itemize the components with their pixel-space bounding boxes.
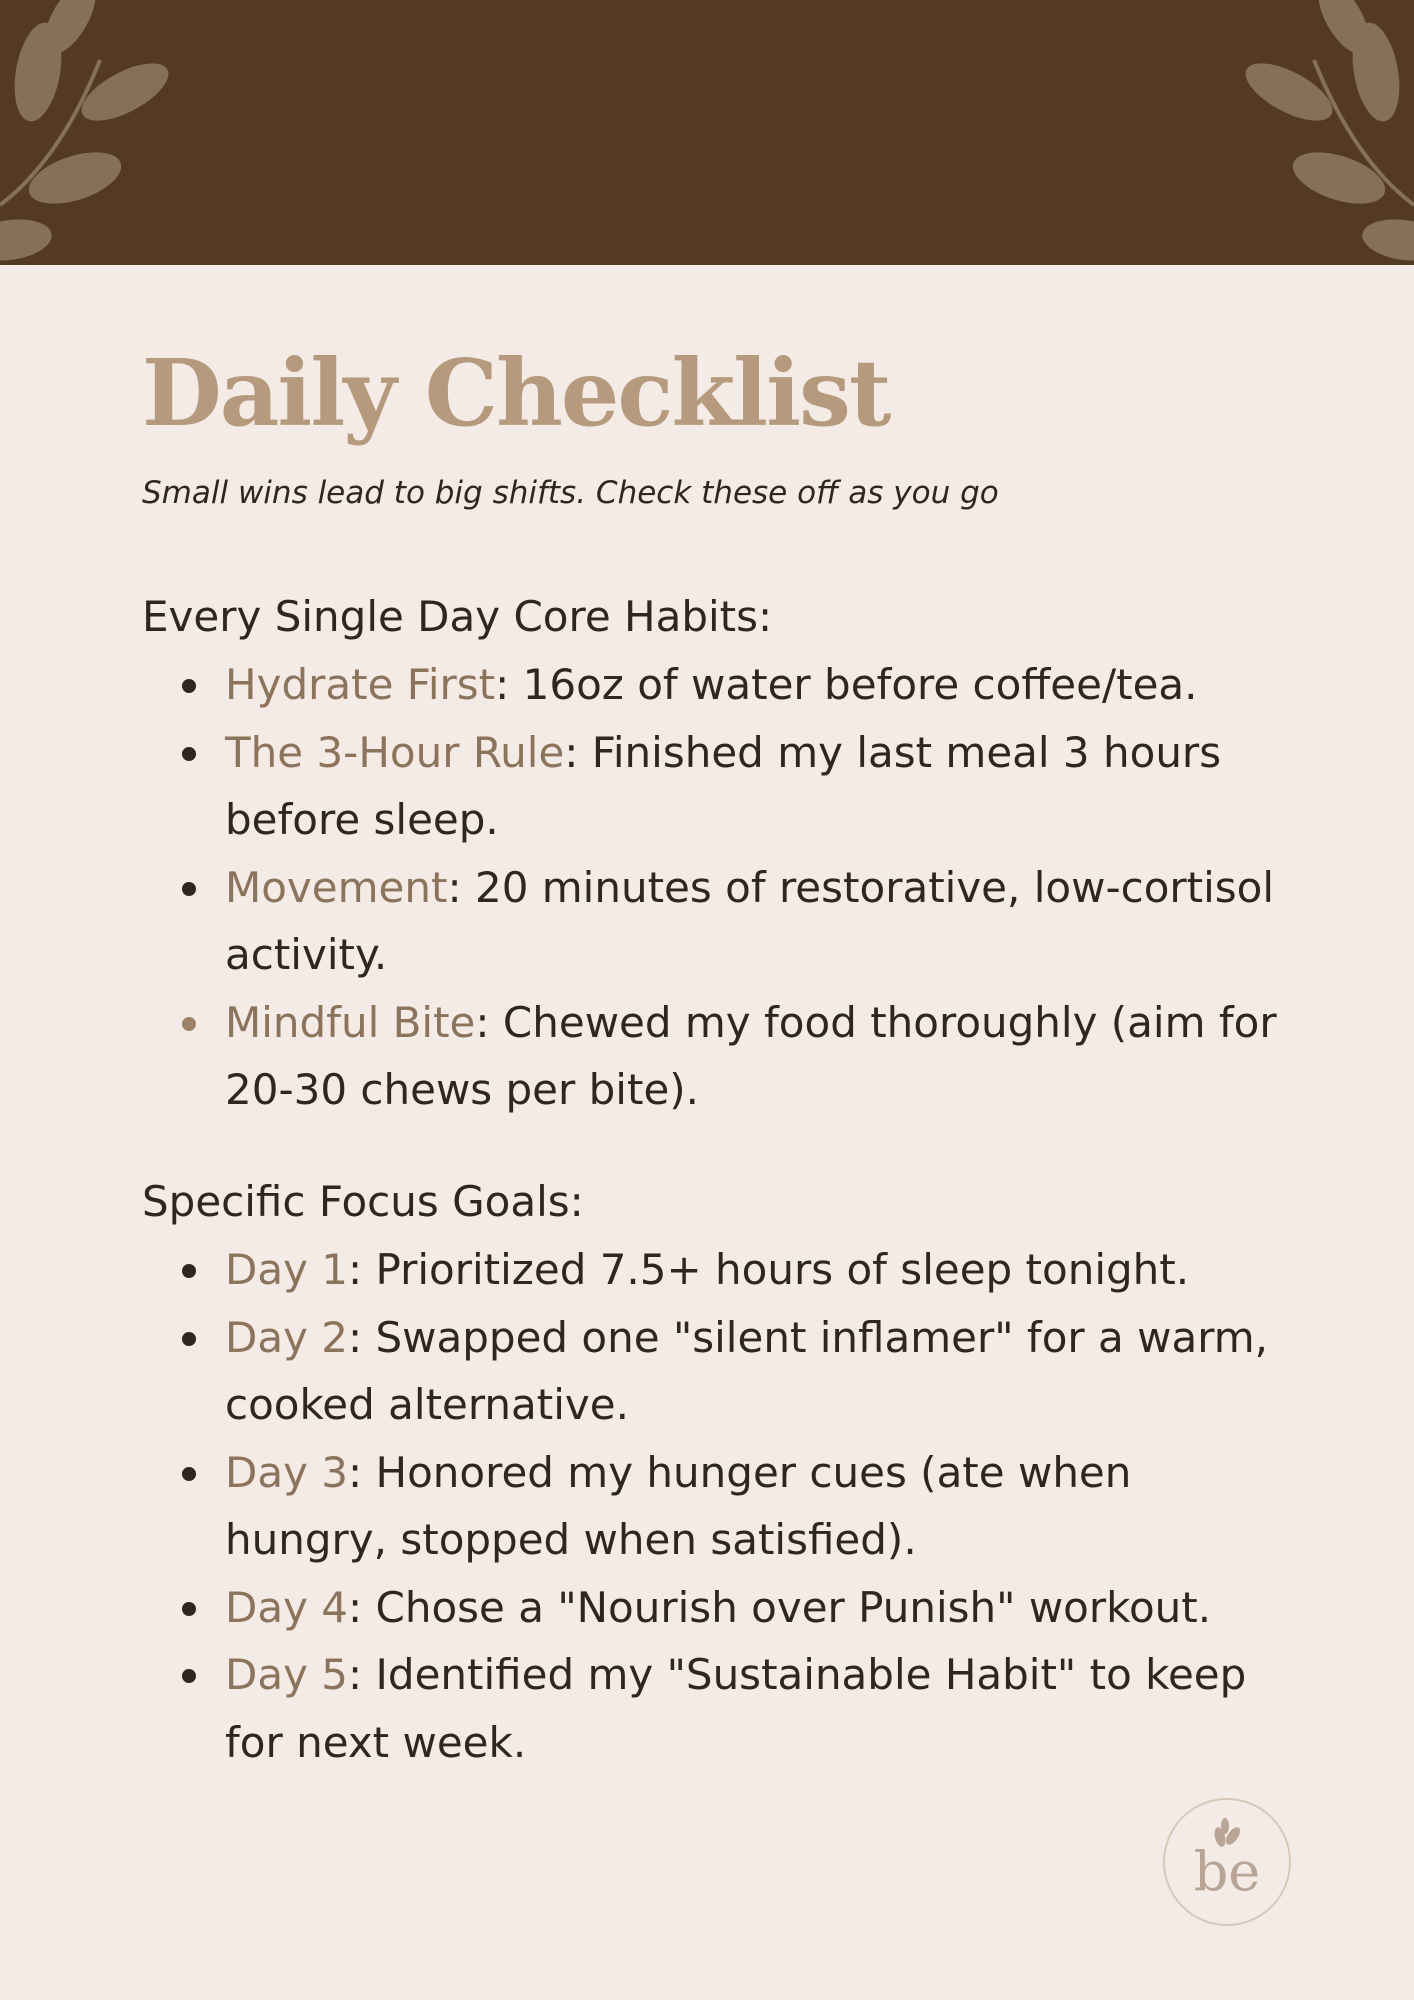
item-text: : Prioritized 7.5+ hours of sleep tonight. — [348, 1245, 1190, 1294]
item-text: : Finished my last meal 3 hours before sleep. — [225, 727, 1222, 844]
item-text: : Chose a "Nourish over Punish" workout. — [348, 1582, 1212, 1632]
page-subtitle: Small wins lead to big shifts. Check these off as you go — [142, 475, 999, 511]
page-title: Daily Checklist — [142, 339, 890, 447]
bullet-icon — [182, 1332, 196, 1346]
header-band — [0, 0, 1414, 265]
item-term: Day 1 — [225, 1245, 349, 1294]
item-text: : Chewed my food thoroughly (aim for 20-30 chews per bite). — [225, 997, 1277, 1114]
item-text: : Identified my "Sustainable Habit" to keep for next week. — [225, 1650, 1247, 1767]
leaf-branch-icon — [1214, 0, 1414, 265]
bullet-icon — [182, 882, 196, 896]
logo-text: be — [1193, 1840, 1261, 1903]
list-item — [142, 719, 1292, 854]
bullet-icon — [182, 1467, 196, 1481]
item-text: : 20 minutes of restorative, low-cortisol activity. — [225, 862, 1275, 979]
list-item — [142, 1574, 1292, 1642]
focus-goals-heading: Specific Focus Goals: — [142, 1177, 584, 1226]
item-text: : Swapped one "silent inflamer" for a warm, cooked alternative. — [225, 1312, 1268, 1429]
list-item — [142, 1439, 1292, 1574]
list-item — [142, 1304, 1292, 1439]
leaf-branch-icon — [0, 0, 200, 265]
item-term: The 3-Hour Rule — [225, 727, 565, 777]
item-term: Day 5 — [225, 1650, 349, 1699]
focus-goals-list — [142, 1236, 1292, 1776]
list-item — [142, 1236, 1292, 1304]
item-text: : 16oz of water before coffee/tea. — [495, 660, 1198, 709]
bullet-icon — [182, 1602, 196, 1616]
list-item — [142, 1641, 1292, 1776]
core-habits-section — [142, 583, 1292, 1124]
core-habits-heading: Every Single Day Core Habits: — [142, 592, 773, 641]
bullet-icon — [182, 747, 196, 761]
item-text: : Honored my hunger cues (ate when hungry, stopped when satisfied). — [225, 1447, 1132, 1564]
list-item — [142, 989, 1292, 1124]
list-item — [142, 651, 1292, 719]
core-habits-list — [142, 651, 1292, 1124]
item-term: Hydrate First — [225, 660, 496, 709]
item-term: Day 3 — [225, 1447, 349, 1497]
item-term: Day 4 — [225, 1582, 349, 1632]
item-term: Day 2 — [225, 1312, 349, 1362]
bullet-icon — [182, 679, 196, 693]
leaf-logo-icon — [1161, 1796, 1293, 1928]
item-term: Mindful Bite — [225, 997, 476, 1047]
bullet-icon — [182, 1017, 196, 1031]
focus-goals-section — [142, 1168, 1292, 1776]
bullet-icon — [182, 1264, 196, 1278]
list-item — [142, 854, 1292, 989]
item-term: Movement — [225, 862, 448, 912]
bullet-icon — [182, 1669, 196, 1683]
